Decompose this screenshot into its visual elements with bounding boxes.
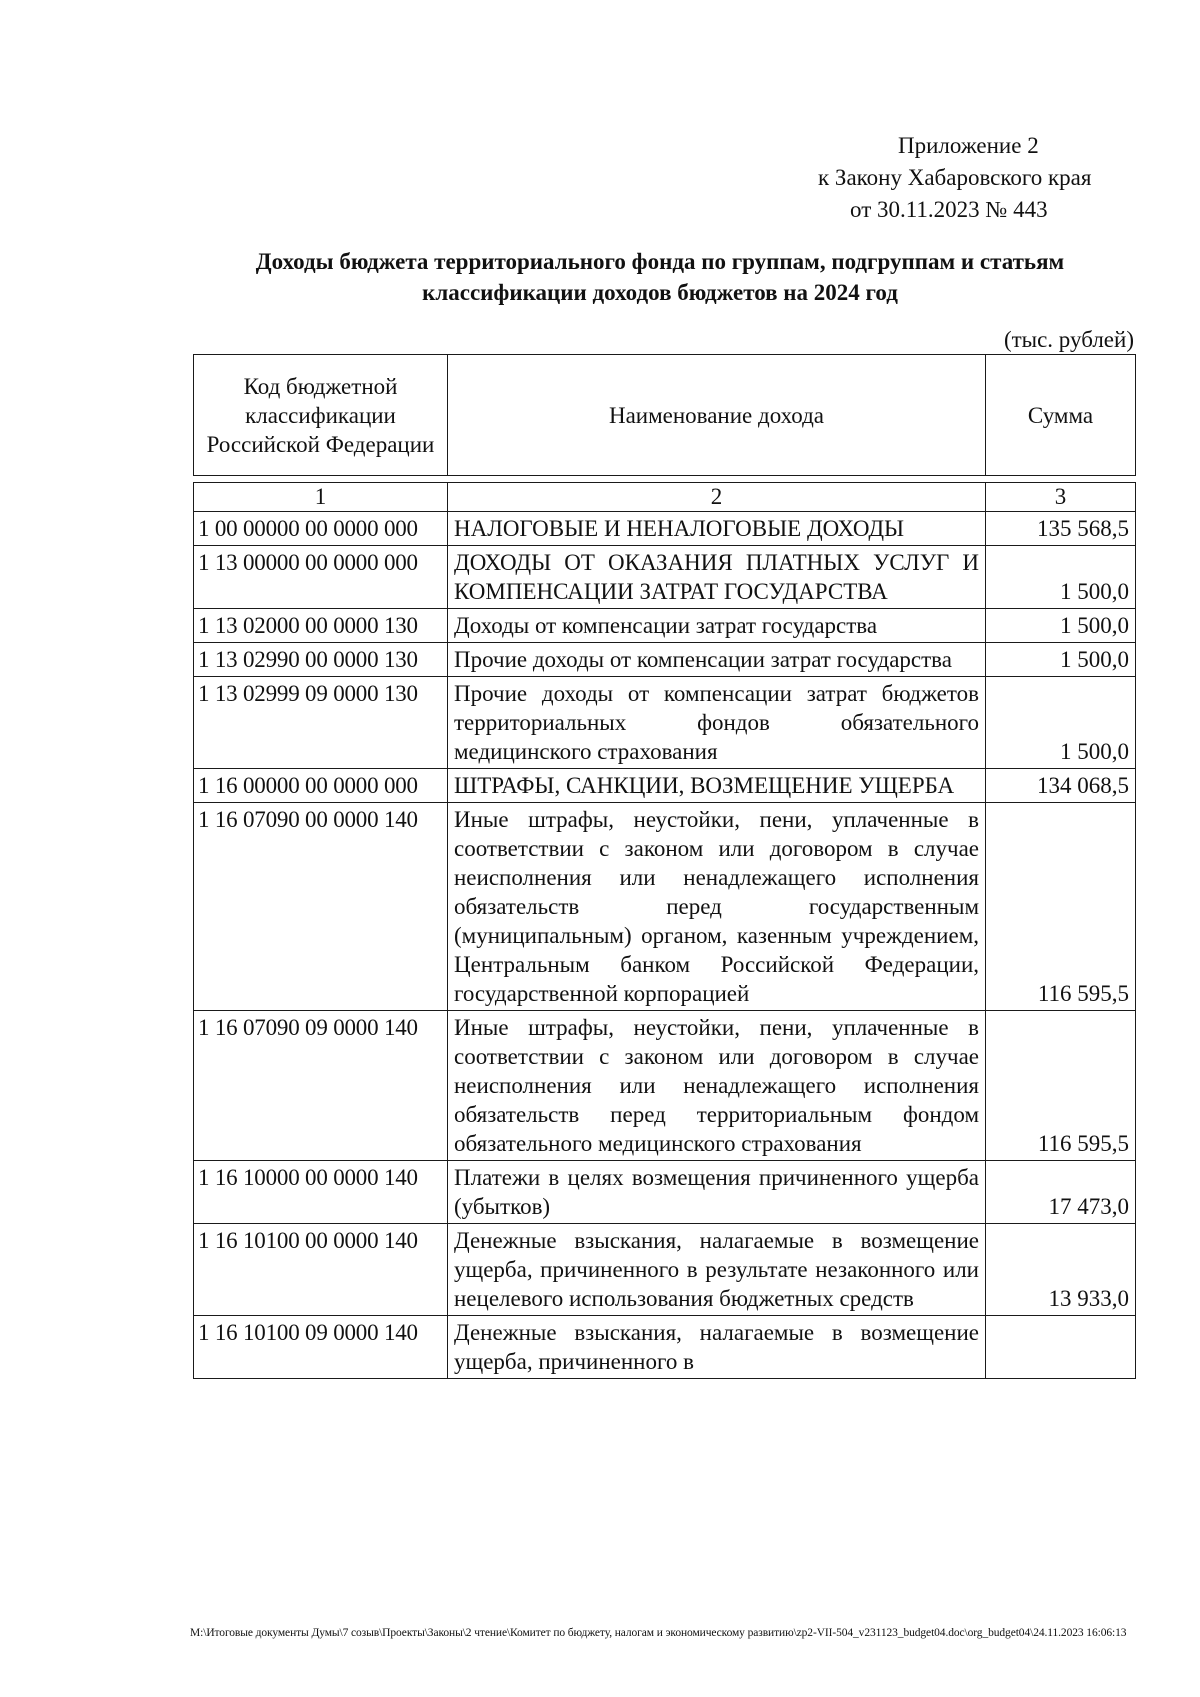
table-row [194,1011,1136,1161]
row-amount: 1 500,0 [986,677,1136,769]
row-name: Доходы от компенсации затрат государства [448,609,986,643]
document-title [190,246,1130,308]
column-number: 2 [448,483,986,512]
row-code: 1 16 10100 00 0000 140 [194,1224,448,1316]
header-name: Наименование дохода [448,355,986,476]
table-row [194,1316,1136,1379]
row-code: 1 00 00000 00 0000 000 [194,512,448,546]
table-row [194,546,1136,609]
table-row [194,609,1136,643]
column-number-row [194,483,1136,512]
column-number: 3 [986,483,1136,512]
row-code: 1 16 10100 09 0000 140 [194,1316,448,1379]
row-amount: 134 068,5 [986,769,1136,803]
row-code: 1 13 00000 00 0000 000 [194,546,448,609]
header-row [194,355,1136,476]
document-title-line-2: классификации доходов бюджетов на 2024 год [422,280,898,305]
table-row [194,512,1136,546]
row-name: Прочие доходы от компенсации затрат бюджетов территориальных фондов обязательного медицинского страхования [448,677,986,769]
row-code: 1 13 02999 09 0000 130 [194,677,448,769]
row-name: Денежные взыскания, налагаемые в возмещение ущерба, причиненного в [448,1316,986,1379]
row-code: 1 16 07090 09 0000 140 [194,1011,448,1161]
row-code: 1 13 02000 00 0000 130 [194,609,448,643]
appendix-number: Приложение 2 [898,133,1039,158]
table-row [194,1161,1136,1224]
row-amount: 1 500,0 [986,609,1136,643]
document-title-line-1: Доходы бюджета территориального фонда по группам, подгруппам и статьям [255,249,1065,274]
row-name: Денежные взыскания, налагаемые в возмещение ущерба, причиненного в результате незаконного или нецелевого использования бюджетных средств [448,1224,986,1316]
row-amount: 116 595,5 [986,803,1136,1011]
row-name: Прочие доходы от компенсации затрат государства [448,643,986,677]
header-code: Код бюджетной классификации Российской Федерации [194,355,448,476]
table-row [194,803,1136,1011]
row-amount: 13 933,0 [986,1224,1136,1316]
row-amount: 17 473,0 [986,1161,1136,1224]
row-code: 1 16 10000 00 0000 140 [194,1161,448,1224]
row-name: Иные штрафы, неустойки, пени, уплаченные в соответствии с законом или договором в случае неисполнения или ненадлежащего исполнения обязательств перед государственным (муниципальным) органом, казенным учреждением, Центральным банком Российской Федерации, государственной корпорацией [448,803,986,1011]
row-code: 1 16 00000 00 0000 000 [194,769,448,803]
row-name: ДОХОДЫ ОТ ОКАЗАНИЯ ПЛАТНЫХ УСЛУГ И КОМПЕНСАЦИИ ЗАТРАТ ГОСУДАРСТВА [448,546,986,609]
row-name: ШТРАФЫ, САНКЦИИ, ВОЗМЕЩЕНИЕ УЩЕРБА [448,769,986,803]
row-amount: 1 500,0 [986,546,1136,609]
row-code: 1 13 02990 00 0000 130 [194,643,448,677]
table-row [194,643,1136,677]
row-name: НАЛОГОВЫЕ И НЕНАЛОГОВЫЕ ДОХОДЫ [448,512,986,546]
table-row [194,769,1136,803]
column-number: 1 [194,483,448,512]
appendix-law-reference: к Закону Хабаровского края [818,165,1092,190]
table-row [194,1224,1136,1316]
row-code: 1 16 07090 00 0000 140 [194,803,448,1011]
unit-label: (тыс. рублей) [1003,327,1134,352]
row-amount: 135 568,5 [986,512,1136,546]
row-name: Иные штрафы, неустойки, пени, уплаченные в соответствии с законом или договором в случае неисполнения или ненадлежащего исполнения обязательств перед территориальным фондом обязательного медицинского страхования [448,1011,986,1161]
income-table [193,482,1136,1379]
file-path-footer: М:\Итоговые документы Думы\7 созыв\Проекты\Законы\2 чтение\Комитет по бюджету, налогам и экономическому развитию\zp2-VII-504_v231123_budget04.doc\org_budget04\24.11.2023 16:06:13 [190,1627,1127,1639]
appendix-law-date: от 30.11.2023 № 443 [850,197,1048,222]
row-amount [986,1316,1136,1379]
header-amount: Сумма [986,355,1136,476]
table-row [194,677,1136,769]
row-amount: 1 500,0 [986,643,1136,677]
table-header [193,354,1136,476]
row-name: Платежи в целях возмещения причиненного ущерба (убытков) [448,1161,986,1224]
appendix-block [780,130,1160,226]
row-amount: 116 595,5 [986,1011,1136,1161]
